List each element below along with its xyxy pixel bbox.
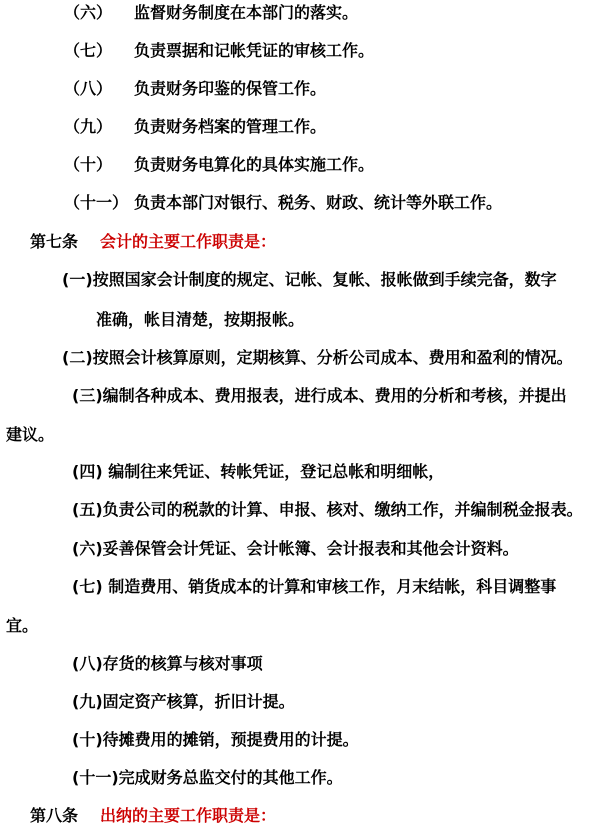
duty-item-7: [64, 41, 374, 61]
article-7-heading: [30, 232, 276, 252]
duty-text: 监督财务制度在本部门的落实。: [134, 3, 359, 22]
accounting-line-5: (五)负责公司的税款的计算、申报、核对、缴纳工作，并编制税金报表。: [72, 500, 583, 519]
accounting-line-7-cont: 宜。: [6, 616, 39, 635]
accounting-line-7: (七) 制造费用、销货成本的计算和审核工作，月末结帐，科目调整事: [72, 577, 557, 596]
duty-text: 负责财务档案的管理工作。: [134, 117, 327, 136]
accounting-line-3: (三)编制各种成本、费用报表，进行成本、费用的分析和考核，并提出: [72, 386, 567, 405]
duty-text: 负责财务电算化的具体实施工作。: [134, 155, 375, 174]
accounting-line-10: (十)待摊费用的摊销，预提费用的计提。: [72, 730, 359, 749]
duty-item-6: [64, 3, 358, 23]
duty-number: （八）: [64, 79, 113, 98]
accounting-line-11: (十一)完成财务总监交付的其他工作。: [72, 768, 343, 787]
article-7-label: 第七条: [30, 232, 79, 251]
duty-number: （十一）: [64, 193, 129, 212]
article-8-label: 第八条: [30, 806, 79, 825]
duty-text: 负责财务印鉴的保管工作。: [134, 79, 327, 98]
duty-text: 负责本部门对银行、税务、财政、统计等外联工作。: [134, 193, 503, 212]
accounting-line-2: (二)按照会计核算原则，定期核算、分析公司成本、费用和盈利的情况。: [62, 348, 573, 367]
accounting-line-9: (九)固定资产核算，折旧计提。: [72, 692, 295, 711]
duty-text: 负责票据和记帐凭证的审核工作。: [134, 41, 375, 60]
duty-number: （十）: [64, 155, 113, 174]
accounting-line-8: (八)存货的核算与核对事项: [72, 654, 263, 673]
article-8-title: 出纳的主要工作职责是：: [100, 806, 277, 825]
duty-number: （九）: [64, 117, 113, 136]
accounting-line-4: (四) 编制往来凭证、转帐凭证，登记总帐和明细帐，: [72, 462, 445, 481]
duty-item-8: [64, 79, 326, 99]
accounting-line-6: (六)妥善保管会计凭证、会计帐簿、会计报表和其他会计资料。: [72, 539, 519, 558]
duty-item-11: [64, 193, 502, 213]
duty-item-9: [64, 117, 326, 137]
article-7-title: 会计的主要工作职责是：: [100, 232, 277, 251]
accounting-line-1: (一)按照国家会计制度的规定、记帐、复帐、报帐做到手续完备，数字: [62, 270, 557, 289]
duty-item-10: [64, 155, 374, 175]
duty-number: （七）: [64, 41, 113, 60]
duty-number: （六）: [64, 3, 113, 22]
accounting-line-3-cont: 建议。: [6, 425, 55, 444]
article-8-heading: [30, 806, 276, 826]
accounting-line-1-cont: 准确，帐目清楚，按期报帐。: [96, 310, 305, 329]
